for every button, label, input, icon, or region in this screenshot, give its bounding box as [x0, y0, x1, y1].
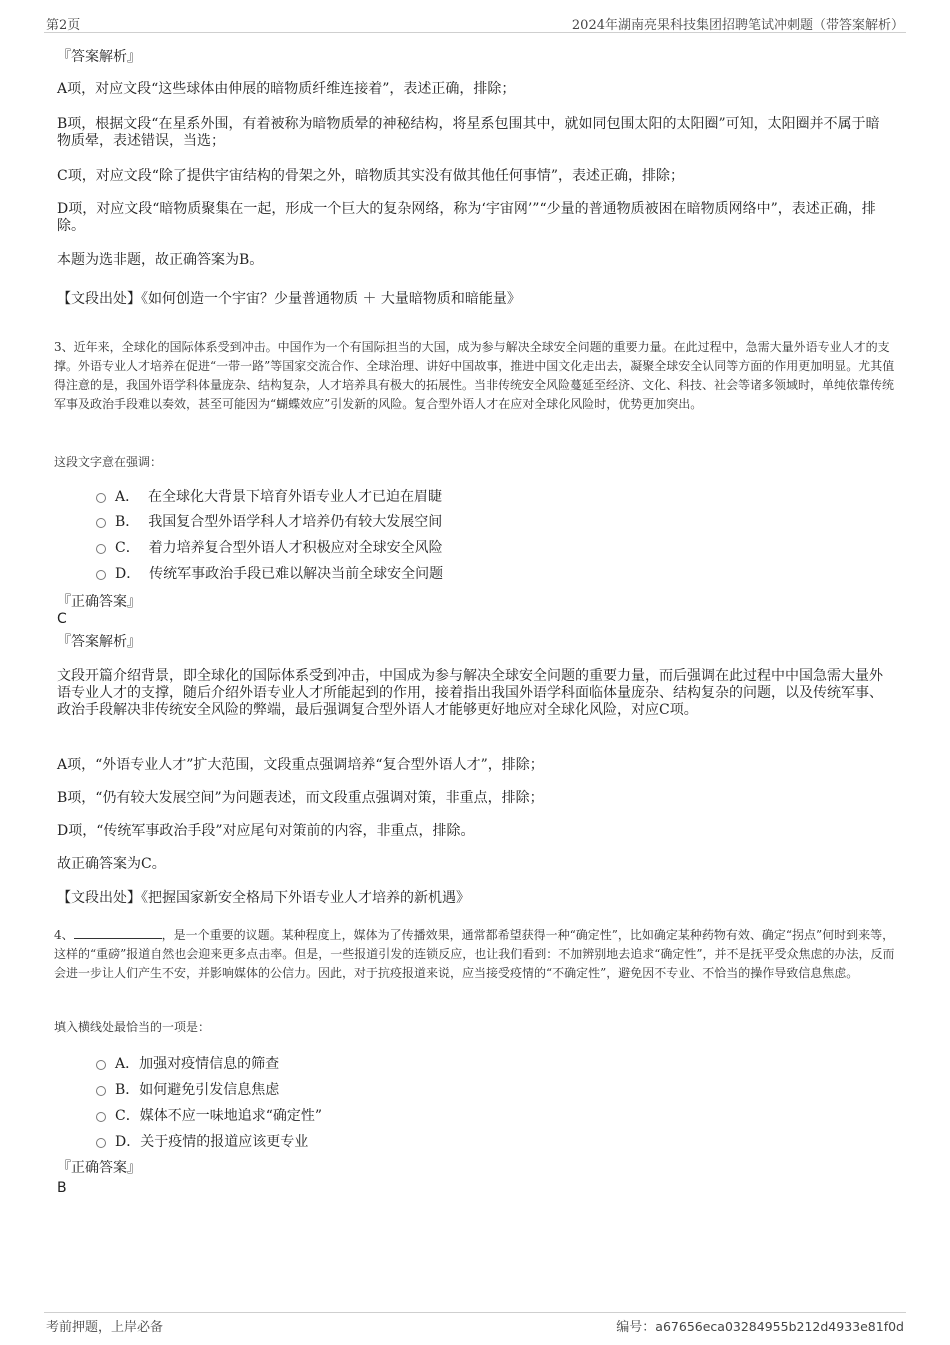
- q4-option-a[interactable]: A．加强对疫情信息的筛查: [96, 1055, 279, 1073]
- q3-conclusion: 故正确答案为C。: [57, 856, 166, 872]
- q4-correct-label: 『正确答案』: [57, 1160, 141, 1176]
- document-title: 2024年湖南亮果科技集团招聘笔试冲刺题（带答案解析）: [571, 18, 904, 33]
- footer-slogan: 考前押题，上岸必备: [46, 1320, 164, 1335]
- q3-analysis-d: D项，“传统军事政治手段”对应尾句对策前的内容，非重点，排除。: [57, 823, 475, 839]
- radio-icon[interactable]: [96, 544, 106, 554]
- q3-analysis-a: A项，“外语专业人才”扩大范围，文段重点强调培养“复合型外语人才”，排除；: [57, 757, 544, 773]
- radio-icon[interactable]: [96, 1086, 106, 1096]
- radio-icon[interactable]: [96, 493, 106, 503]
- q2-conclusion: 本题为选非题，故正确答案为B。: [57, 252, 264, 268]
- q4-correct-answer: B: [57, 1180, 67, 1196]
- page-header: [44, 12, 906, 33]
- radio-icon[interactable]: [96, 1060, 106, 1070]
- q3-analysis-main: 文段开篇介绍背景，即全球化的国际体系受到冲击，中国成为参与解决全球安全问题的重要力量，而后强调在此过程中中国急需大量外语专业人才的支撑，随后介绍外语专业人才所能起到的作用，接着指出我国外语学科面临体量庞杂、结构复杂的问题，以及传统军事、政治手段解决非传统安全风险的弊端，最后强调复合型外语人才能够更好地应对全球化风险，对应C项。: [57, 668, 883, 718]
- q2-analysis-label: 『答案解析』: [57, 49, 141, 65]
- q2-analysis-a: A项，对应文段“这些球体由伸展的暗物质纤维连接着”，表述正确，排除；: [57, 81, 516, 97]
- page-footer: [44, 1312, 906, 1335]
- q4-option-b[interactable]: B．如何避免引发信息焦虑: [96, 1081, 279, 1099]
- q4-stem-text: ，是一个重要的议题。某种程度上，媒体为了传播效果，通常都希望获得一种“确定性”，比如确定某种药物有效、确定“拐点”何时到来等，这样的“重磅”报道自然也会迎来更多点击率。但是，一些报道引发的连锁反应，也让我们看到：不加辨别地去追求“确定性”，并不是抚平受众焦虑的办法，反而会进一步让人们产生不安，并影响媒体的公信力。因此，对于抗疫报道来说，应当接受疫情的“不确定性”，避免因不专业、不恰当的操作导致信息焦虑。: [54, 928, 895, 980]
- fill-blank: [74, 938, 162, 939]
- page-number: 第2页: [46, 18, 81, 33]
- q4-number: 4、: [54, 928, 74, 942]
- radio-icon[interactable]: [96, 518, 106, 528]
- q3-source: 【文段出处】《把握国家新安全格局下外语专业人才培养的新机遇》: [57, 890, 470, 906]
- q3-analysis-label: 『答案解析』: [57, 634, 141, 650]
- q4-option-d[interactable]: D．关于疫情的报道应该更专业: [96, 1133, 308, 1151]
- q2-analysis-c: C项，对应文段“除了提供宇宙结构的骨架之外，暗物质其实没有做其他任何事情”，表述正确，排除；: [57, 168, 685, 184]
- q3-analysis-b: B项，“仍有较大发展空间”为问题表述，而文段重点强调对策，非重点，排除；: [57, 790, 544, 806]
- radio-icon[interactable]: [96, 1112, 106, 1122]
- q4-prompt: 填入横线处最恰当的一项是：: [54, 1020, 211, 1034]
- q2-analysis-b: B项，根据文段“在星系外围，有着被称为暗物质晕的神秘结构，将星系包围其中，就如同包围太阳的太阳圈”可知，太阳圈并不属于暗物质晕，表述错误，当选；: [57, 116, 880, 149]
- q3-prompt: 这段文字意在强调：: [54, 455, 163, 469]
- q4-stem: [54, 926, 899, 983]
- q3-correct-label: 『正确答案』: [57, 594, 141, 610]
- q3-option-c[interactable]: C． 着力培养复合型外语人才积极应对全球安全风险: [96, 539, 443, 557]
- document-code: 编号：a67656eca03284955b212d4933e81f0d: [616, 1319, 904, 1335]
- q2-analysis-d: D项，对应文段“暗物质聚集在一起，形成一个巨大的复杂网络，称为‘宇宙网’”“少量的普通物质被困在暗物质网络中”，表述正确，排除。: [57, 201, 876, 234]
- q2-source: 【文段出处】《如何创造一个宇宙？少量普通物质 ＋ 大量暗物质和暗能量》: [57, 291, 521, 307]
- radio-icon[interactable]: [96, 1138, 106, 1148]
- radio-icon[interactable]: [96, 570, 106, 580]
- q4-option-c[interactable]: C．媒体不应一味地追求“确定性”: [96, 1107, 322, 1125]
- q3-option-d[interactable]: D． 传统军事政治手段已难以解决当前全球安全问题: [96, 565, 443, 583]
- q3-stem: 3、近年来，全球化的国际体系受到冲击。中国作为一个有国际担当的大国，成为参与解决全球安全问题的重要力量。在此过程中，急需大量外语专业人才的支撑。外语专业人才培养在促进“一带一路”等国家交流合作、全球治理、讲好中国故事，推进中国文化走出去，凝聚全球安全认同等方面的作用更加明显。尤其值得注意的是，我国外语学科体量庞杂、结构复杂，人才培养具有极大的拓展性。当非传统安全风险蔓延至经济、文化、科技、社会等诸多领域时，单纯依靠传统军事及政治手段难以奏效，甚至可能因为“蝴蝶效应”引发新的风险。复合型外语人才在应对全球化风险时，优势更加突出。: [54, 340, 895, 411]
- q3-correct-answer: C: [57, 611, 67, 627]
- q3-option-b[interactable]: B． 我国复合型外语学科人才培养仍有较大发展空间: [96, 513, 442, 531]
- q3-option-a[interactable]: A． 在全球化大背景下培育外语专业人才已迫在眉睫: [96, 488, 442, 506]
